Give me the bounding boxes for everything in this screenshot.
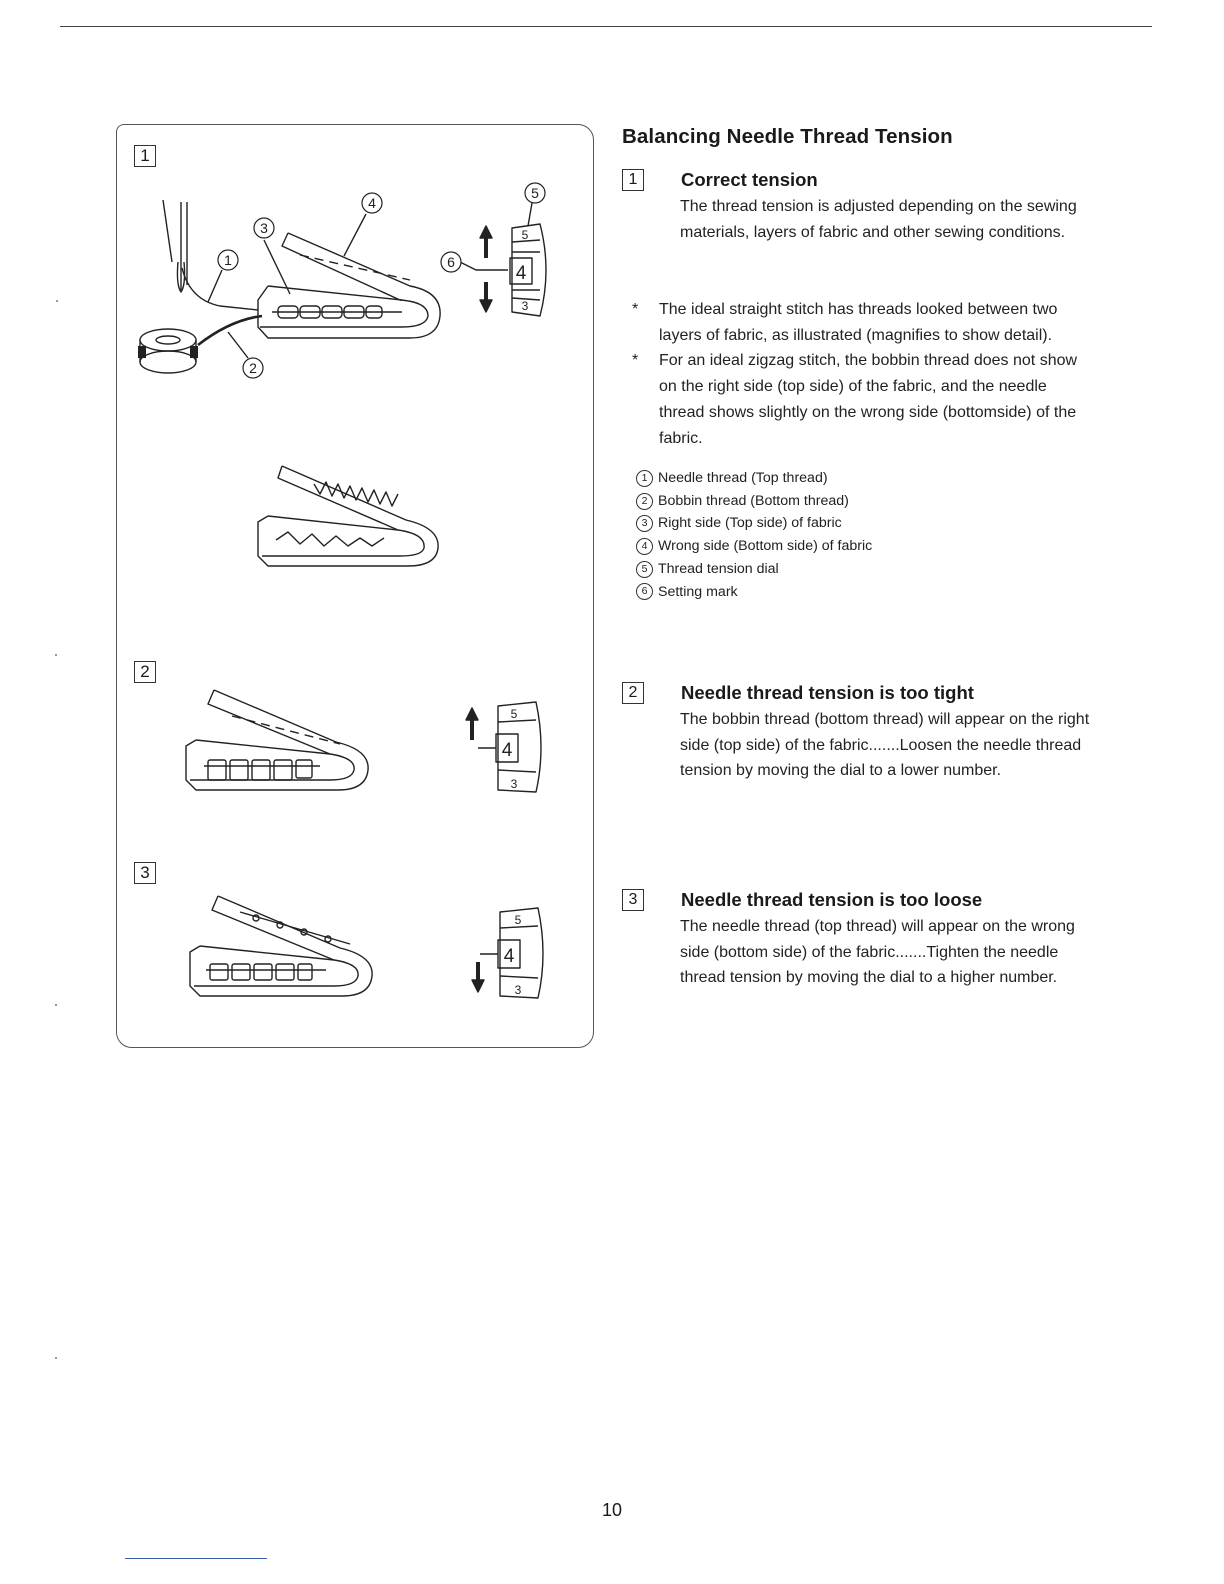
arrow-down-icon bbox=[472, 980, 484, 992]
notes-list bbox=[632, 297, 1092, 451]
section-number: 2 bbox=[622, 682, 644, 704]
figure-panel-number: 2 bbox=[134, 661, 156, 683]
legend-item bbox=[636, 535, 872, 558]
folded-fabric-loose-tension bbox=[190, 896, 372, 996]
section-number: 1 bbox=[622, 169, 644, 191]
bottom-rule bbox=[125, 1558, 267, 1559]
legend-label: Right side (Top side) of fabric bbox=[658, 515, 842, 532]
bobbin-thread bbox=[198, 316, 262, 345]
svg-text:2: 2 bbox=[249, 360, 257, 376]
svg-text:1: 1 bbox=[224, 252, 232, 268]
note-item bbox=[632, 348, 1092, 451]
legend-number: 5 bbox=[636, 561, 653, 578]
dial-number: 5 bbox=[514, 913, 522, 927]
section-number: 3 bbox=[622, 889, 644, 911]
callout-1 bbox=[218, 250, 238, 270]
leader-line bbox=[460, 262, 508, 270]
svg-text:4: 4 bbox=[368, 195, 376, 211]
margin-dot bbox=[55, 1357, 57, 1359]
legend-label: Thread tension dial bbox=[658, 560, 779, 577]
svg-text:3: 3 bbox=[260, 220, 268, 236]
legend-item bbox=[636, 558, 872, 581]
callout-2 bbox=[243, 358, 263, 378]
legend-label: Wrong side (Bottom side) of fabric bbox=[658, 538, 873, 555]
section-body: The needle thread (top thread) will appear on the wrong side (bottom side) of the fabric.......Tighten the needle thread tension by moving the dial to a higher number. bbox=[680, 918, 1075, 987]
dial-number: 3 bbox=[514, 983, 522, 997]
legend-label: Setting mark bbox=[658, 583, 738, 600]
dial-number: 4 bbox=[501, 740, 513, 761]
note-text: The ideal straight stitch has threads looked between two layers of fabric, as illustrated (magnifies to show detail). bbox=[659, 301, 1058, 344]
leader-line bbox=[208, 270, 222, 302]
note-item bbox=[632, 297, 1092, 348]
figure-panel-number: 1 bbox=[134, 145, 156, 167]
dial-number: 5 bbox=[521, 228, 529, 242]
arrow-up-icon bbox=[480, 226, 492, 238]
section-heading: Correct tension bbox=[681, 169, 818, 190]
note-text: For an ideal zigzag stitch, the bobbin thread does not show on the right side (top side) of the fabric, and the needle thread shows slightly on the wrong side (bottomside) of the fabric. bbox=[659, 352, 1078, 447]
dial-number: 4 bbox=[515, 263, 527, 284]
section-body: The bobbin thread (bottom thread) will appear on the right side (top side) of the fabric.......Loosen the needle thread tension by moving the dial to a lower number. bbox=[680, 711, 1090, 780]
legend-number: 3 bbox=[636, 515, 653, 532]
needle-icon bbox=[163, 200, 187, 292]
folded-fabric-tight-tension bbox=[186, 690, 368, 790]
section-body: The thread tension is adjusted depending on the sewing materials, layers of fabric and other sewing conditions. bbox=[680, 198, 1077, 241]
callout-6 bbox=[441, 252, 461, 272]
legend-item bbox=[636, 467, 872, 490]
page-number: 10 bbox=[601, 1500, 623, 1520]
legend-number: 6 bbox=[636, 583, 653, 600]
dial-number: 3 bbox=[521, 299, 529, 313]
section-heading: Needle thread tension is too tight bbox=[681, 682, 974, 703]
figure-panel-number: 3 bbox=[134, 862, 156, 884]
legend-number: 2 bbox=[636, 493, 653, 510]
legend-number: 4 bbox=[636, 538, 653, 555]
legend-label: Needle thread (Top thread) bbox=[658, 470, 828, 486]
dial-number: 4 bbox=[503, 946, 515, 967]
callout-4 bbox=[362, 193, 382, 213]
note-marker: * bbox=[632, 301, 639, 318]
folded-fabric-zigzag-stitch bbox=[258, 466, 438, 566]
leader-line bbox=[344, 214, 366, 256]
note-marker: * bbox=[632, 352, 639, 370]
leader-line bbox=[228, 332, 248, 358]
callout-3 bbox=[254, 218, 274, 238]
dial-number: 3 bbox=[510, 777, 518, 791]
section-heading: Needle thread tension is too loose bbox=[681, 889, 983, 910]
arrow-down-icon bbox=[480, 300, 492, 312]
leader-line bbox=[528, 203, 532, 226]
legend-item bbox=[636, 581, 872, 604]
bobbin-icon bbox=[140, 329, 196, 373]
legend-item bbox=[636, 512, 872, 535]
page-title: Balancing Needle Thread Tension bbox=[622, 125, 953, 148]
dial-number: 5 bbox=[510, 707, 518, 721]
legend-list bbox=[636, 467, 872, 603]
svg-text:5: 5 bbox=[531, 185, 539, 201]
callout-5 bbox=[525, 183, 545, 203]
legend-number: 1 bbox=[636, 470, 653, 487]
arrow-up-icon bbox=[466, 708, 478, 720]
legend-label: Bobbin thread (Bottom thread) bbox=[658, 492, 849, 509]
svg-text:6: 6 bbox=[447, 254, 455, 270]
legend-item bbox=[636, 490, 872, 513]
